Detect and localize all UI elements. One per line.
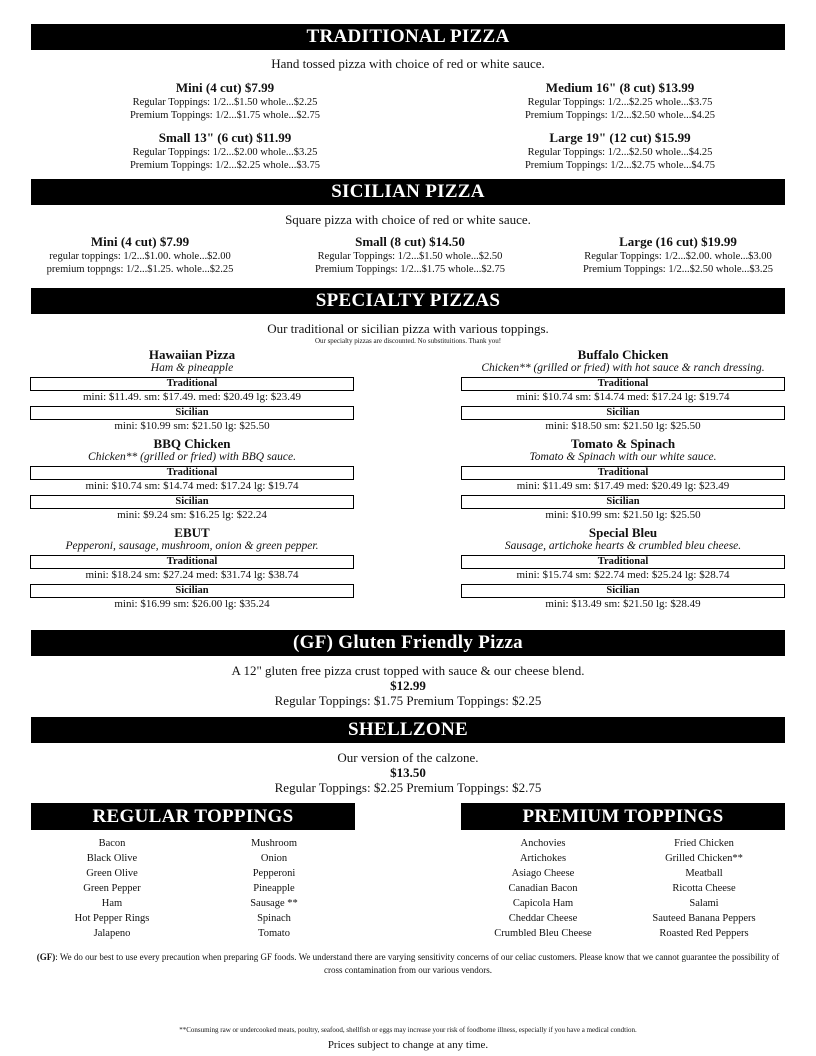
list-item: Artichokes	[519, 853, 567, 864]
item-title: Medium 16" (8 cut) $13.99	[545, 80, 695, 95]
item-title: Small 13" (6 cut) $11.99	[158, 130, 292, 145]
list-item: Crumbled Bleu Cheese	[494, 928, 592, 939]
traditional-prices: mini: $10.74 sm: $14.74 med: $17.24 lg: $19.74	[516, 391, 730, 403]
list-item: Black Olive	[86, 853, 138, 864]
item-title: Large (16 cut) $19.99	[619, 234, 737, 249]
sicilian-prices: mini: $13.49 sm: $21.50 lg: $28.49	[545, 598, 701, 610]
premium-toppings-header: PREMIUM TOPPINGS	[461, 803, 785, 830]
regular-toppings-line: Regular Toppings: 1/2...$2.00 whole...$3.25	[132, 147, 318, 158]
specialty-desc-tomato-spinach: Tomato & Spinach with our white sauce.	[529, 451, 717, 463]
premium-toppings-line: Premium Toppings: 1/2...$2.50 whole...$3.25	[582, 264, 774, 275]
list-item: Canadian Bacon	[508, 883, 578, 894]
prices-notice: Prices subject to change at any time.	[327, 1039, 489, 1051]
traditional-description: Hand tossed pizza with choice of red or white sauce.	[271, 56, 545, 71]
list-item: Grilled Chicken**	[665, 853, 743, 864]
specialty-desc-buffalo: Chicken** (grilled or fried) with hot sauce & ranch dressing.	[481, 362, 765, 374]
gf-description: A 12" gluten free pizza crust topped with sauce & our cheese blend.	[231, 663, 585, 678]
specialty-desc-special-bleu: Sausage, artichoke hearts & crumbled bleu cheese.	[504, 540, 742, 552]
sicilian-header: SICILIAN PIZZA	[31, 179, 785, 205]
item-title: Mini (4 cut) $7.99	[175, 80, 275, 95]
premium-toppings-line: Premium Toppings: 1/2...$2.75 whole...$4.75	[524, 160, 716, 171]
premium-toppings-col2	[634, 836, 774, 941]
specialty-note: Our specialty pizzas are discounted. No substituitions. Thank you!	[314, 337, 502, 345]
list-item: Pineapple	[253, 883, 295, 894]
sicilian-large	[558, 234, 798, 276]
list-item: Bacon	[98, 838, 126, 849]
gf-disclaimer	[31, 951, 785, 977]
specialty-header: SPECIALTY PIZZAS	[31, 288, 785, 314]
regular-toppings-line: Regular Toppings: 1/2...$2.00. whole...$3.00	[584, 251, 772, 262]
shellzone-header: SHELLZONE	[31, 717, 785, 743]
list-item: Sauteed Banana Peppers	[652, 913, 756, 924]
list-item: Meatball	[685, 868, 723, 879]
specialty-desc-hawaiian: Ham & pineapple	[150, 362, 234, 374]
sicilian-prices: mini: $10.99 sm: $21.50 lg: $25.50	[114, 420, 270, 432]
premium-toppings-line: Premium Toppings: 1/2...$1.75 whole...$2.75	[314, 264, 506, 275]
traditional-label-box: Traditional	[461, 555, 785, 569]
specialty-name-ebut: EBUT	[174, 525, 210, 540]
premium-toppings-line: Premium Toppings: 1/2...$2.25 whole...$3.75	[129, 160, 321, 171]
sicilian-prices: mini: $10.99 sm: $21.50 lg: $25.50	[545, 509, 701, 521]
sicilian-prices: mini: $9.24 sm: $16.25 lg: $22.24	[117, 509, 267, 521]
list-item: Salami	[689, 898, 719, 909]
traditional-label-box: Traditional	[30, 555, 354, 569]
sicilian-label-box: Sicilian	[30, 495, 354, 509]
traditional-small	[90, 130, 360, 172]
sicilian-label-box: Sicilian	[30, 406, 354, 420]
specialty-name-tomato-spinach: Tomato & Spinach	[570, 436, 676, 451]
specialty-name-special-bleu: Special Bleu	[588, 525, 658, 540]
list-item: Roasted Red Peppers	[659, 928, 749, 939]
traditional-medium	[485, 80, 755, 122]
list-item: Ham	[101, 898, 123, 909]
sicilian-label-box: Sicilian	[461, 495, 785, 509]
consuming-warning: **Consuming raw or undercooked meats, poultry, seafood, shellfish or eggs may increase your risk of foodborne illness, especially if you have a medical condtion.	[179, 1026, 637, 1034]
item-title: Small (8 cut) $14.50	[355, 234, 465, 249]
specialty-desc-ebut: Pepperoni, sausage, mushroom, onion & green pepper.	[65, 540, 319, 552]
premium-toppings-col1	[478, 836, 608, 941]
traditional-label-box: Traditional	[461, 466, 785, 480]
regular-toppings-line: Regular Toppings: 1/2...$2.25 whole...$3.75	[527, 97, 713, 108]
gf-label: (GF)	[36, 952, 56, 962]
premium-toppings-line: Premium Toppings: 1/2...$2.50 whole...$4.25	[524, 110, 716, 121]
gf-price: $12.99	[390, 678, 426, 693]
item-title: Mini (4 cut) $7.99	[90, 234, 190, 249]
regular-toppings-col1	[50, 836, 174, 941]
specialty-description: Our traditional or sicilian pizza with various toppings.	[267, 321, 549, 336]
list-item: Cheddar Cheese	[508, 913, 578, 924]
regular-toppings-header: REGULAR TOPPINGS	[31, 803, 355, 830]
specialty-name-hawaiian: Hawaiian Pizza	[148, 347, 236, 362]
list-item: Mushroom	[250, 838, 298, 849]
list-item: Jalapeno	[93, 928, 131, 939]
traditional-label-box: Traditional	[30, 377, 354, 391]
premium-toppings-line: Premium Toppings: 1/2...$1.75 whole...$2.75	[129, 110, 321, 121]
gf-header: (GF) Gluten Friendly Pizza	[31, 630, 785, 656]
regular-toppings-line: Regular Toppings: 1/2...$2.50 whole...$4.25	[527, 147, 713, 158]
list-item: Green Pepper	[83, 883, 141, 894]
traditional-prices: mini: $11.49 sm: $17.49 med: $20.49 lg: $23.49	[516, 480, 730, 492]
shellzone-price: $13.50	[390, 765, 426, 780]
specialty-name-bbq: BBQ Chicken	[153, 436, 231, 451]
traditional-prices: mini: $18.24 sm: $27.24 med: $31.74 lg: $38.74	[85, 569, 299, 581]
list-item: Onion	[260, 853, 288, 864]
list-item: Tomato	[258, 928, 290, 939]
sicilian-label-box: Sicilian	[30, 584, 354, 598]
sicilian-small	[290, 234, 530, 276]
specialty-name-buffalo: Buffalo Chicken	[577, 347, 669, 362]
shellzone-toppings: Regular Toppings: $2.25 Premium Toppings: $2.75	[274, 780, 542, 795]
list-item: Asiago Cheese	[511, 868, 575, 879]
item-title: Large 19" (12 cut) $15.99	[549, 130, 691, 145]
specialty-desc-bbq: Chicken** (grilled or fried) with BBQ sauce.	[88, 451, 296, 463]
sicilian-prices: mini: $16.99 sm: $26.00 lg: $35.24	[114, 598, 270, 610]
regular-toppings-col2	[212, 836, 336, 941]
traditional-header: TRADITIONAL PIZZA	[31, 24, 785, 50]
list-item: Fried Chicken	[674, 838, 734, 849]
traditional-label-box: Traditional	[30, 466, 354, 480]
regular-toppings-line: Regular Toppings: 1/2...$1.50 whole...$2.50	[317, 251, 503, 262]
regular-toppings-line: regular toppings: 1/2...$1.00. whole...$2.00	[49, 251, 231, 262]
traditional-mini	[90, 80, 360, 122]
traditional-label-box: Traditional	[461, 377, 785, 391]
sicilian-mini	[20, 234, 260, 276]
traditional-prices: mini: $15.74 sm: $22.74 med: $25.24 lg: $28.74	[516, 569, 730, 581]
sicilian-description: Square pizza with choice of red or white sauce.	[285, 212, 531, 227]
sicilian-label-box: Sicilian	[461, 406, 785, 420]
premium-toppings-line: premium toppngs: 1/2...$1.25. whole...$2.25	[46, 264, 234, 275]
traditional-prices: mini: $10.74 sm: $14.74 med: $17.24 lg: $19.74	[85, 480, 299, 492]
list-item: Sausage **	[250, 898, 298, 909]
list-item: Anchovies	[520, 838, 566, 849]
list-item: Capicola Ham	[512, 898, 574, 909]
list-item: Ricotta Cheese	[672, 883, 736, 894]
list-item: Pepperoni	[252, 868, 296, 879]
list-item: Hot Pepper Rings	[74, 913, 150, 924]
shellzone-description: Our version of the calzone.	[337, 750, 479, 765]
regular-toppings-line: Regular Toppings: 1/2...$1.50 whole...$2.25	[132, 97, 318, 108]
list-item: Green Olive	[86, 868, 138, 879]
gf-toppings: Regular Toppings: $1.75 Premium Toppings: $2.25	[274, 693, 542, 708]
gf-note: : We do our best to use every precaution when preparing GF foods. We understand there are varying sensitivity concerns of our celiac customers. Please know that we cannot guarantee the possibility of cross contamination from our various vendors.	[55, 952, 780, 975]
sicilian-label-box: Sicilian	[461, 584, 785, 598]
sicilian-prices: mini: $18.50 sm: $21.50 lg: $25.50	[545, 420, 701, 432]
list-item: Spinach	[257, 913, 291, 924]
traditional-prices: mini: $11.49. sm: $17.49. med: $20.49 lg: $23.49	[82, 391, 302, 403]
traditional-large	[485, 130, 755, 172]
